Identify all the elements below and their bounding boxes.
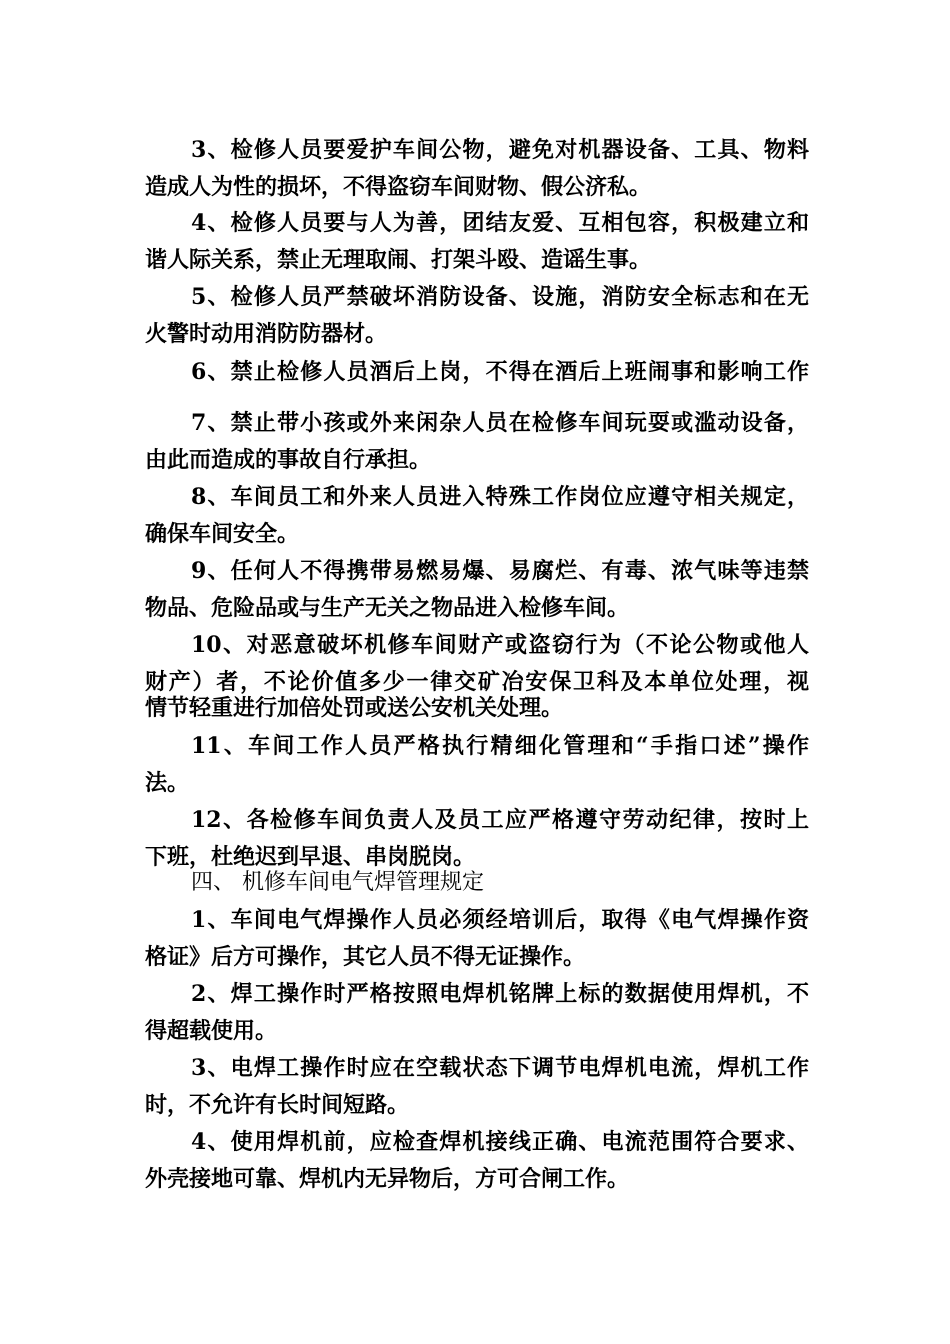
text-line: 2、焊工操作时严格按照电焊机铭牌上标的数据使用焊机，不 (191, 981, 809, 1007)
text-line: 造成人为性的损坏，不得盗窃车间财物、假公济私。 (145, 174, 652, 200)
text-line: 时，不允许有长时间短路。 (145, 1092, 410, 1118)
text-line: 6、禁止检修人员酒后上岗，不得在酒后上班闹事和影响工作 (191, 359, 809, 385)
text-line: 3、检修人员要爱护车间公物，避免对机器设备、工具、物料 (191, 137, 809, 163)
text-line: 外壳接地可靠、焊机内无异物后，方可合闸工作。 (145, 1166, 630, 1192)
text-line: 9、任何人不得携带易燃易爆、易腐烂、有毒、浓气味等违禁 (191, 558, 809, 584)
text-line: 财产）者，不论价值多少一律交矿冶安保卫科及本单位处理，视 (145, 669, 809, 695)
text-line: 11、车间工作人员严格执行精细化管理和“手指口述”操作 (191, 733, 809, 759)
section-heading: 四、 机修车间电气焊管理规定 (191, 870, 484, 895)
text-line: 物品、危险品或与生产无关之物品进入检修车间。 (145, 595, 630, 621)
text-line: 4、检修人员要与人为善，团结友爱、互相包容，积极建立和 (191, 210, 809, 236)
text-line: 火警时动用消防防器材。 (145, 321, 388, 347)
text-line: 下班，杜绝迟到早退、串岗脱岗。 (145, 844, 476, 870)
text-line: 10、对恶意破坏机修车间财产或盗窃行为（不论公物或他人 (191, 632, 809, 658)
text-line: 确保车间安全。 (145, 521, 300, 547)
text-line: 5、检修人员严禁破坏消防设备、设施，消防安全标志和在无 (191, 284, 809, 310)
text-line: 3、电焊工操作时应在空载状态下调节电焊机电流，焊机工作 (191, 1055, 809, 1081)
text-line: 由此而造成的事故自行承担。 (145, 447, 432, 473)
text-line: 8、车间员工和外来人员进入特殊工作岗位应遵守相关规定， (191, 484, 809, 510)
text-line: 谐人际关系，禁止无理取闹、打架斗殴、造谣生事。 (145, 247, 652, 273)
text-line: 7、禁止带小孩或外来闲杂人员在检修车间玩耍或滥动设备， (191, 410, 809, 436)
text-line: 1、车间电气焊操作人员必须经培训后，取得《电气焊操作资 (191, 907, 809, 933)
text-line: 格证》后方可操作，其它人员不得无证操作。 (145, 944, 586, 970)
text-line: 法。 (145, 770, 190, 796)
text-line: 12、各检修车间负责人及员工应严格遵守劳动纪律，按时上 (191, 807, 809, 833)
text-line: 情节轻重进行加倍处罚或送公安机关处理。 (145, 695, 564, 721)
text-line: 得超载使用。 (145, 1018, 278, 1044)
text-line: 4、使用焊机前，应检查焊机接线正确、电流范围符合要求、 (191, 1129, 809, 1155)
